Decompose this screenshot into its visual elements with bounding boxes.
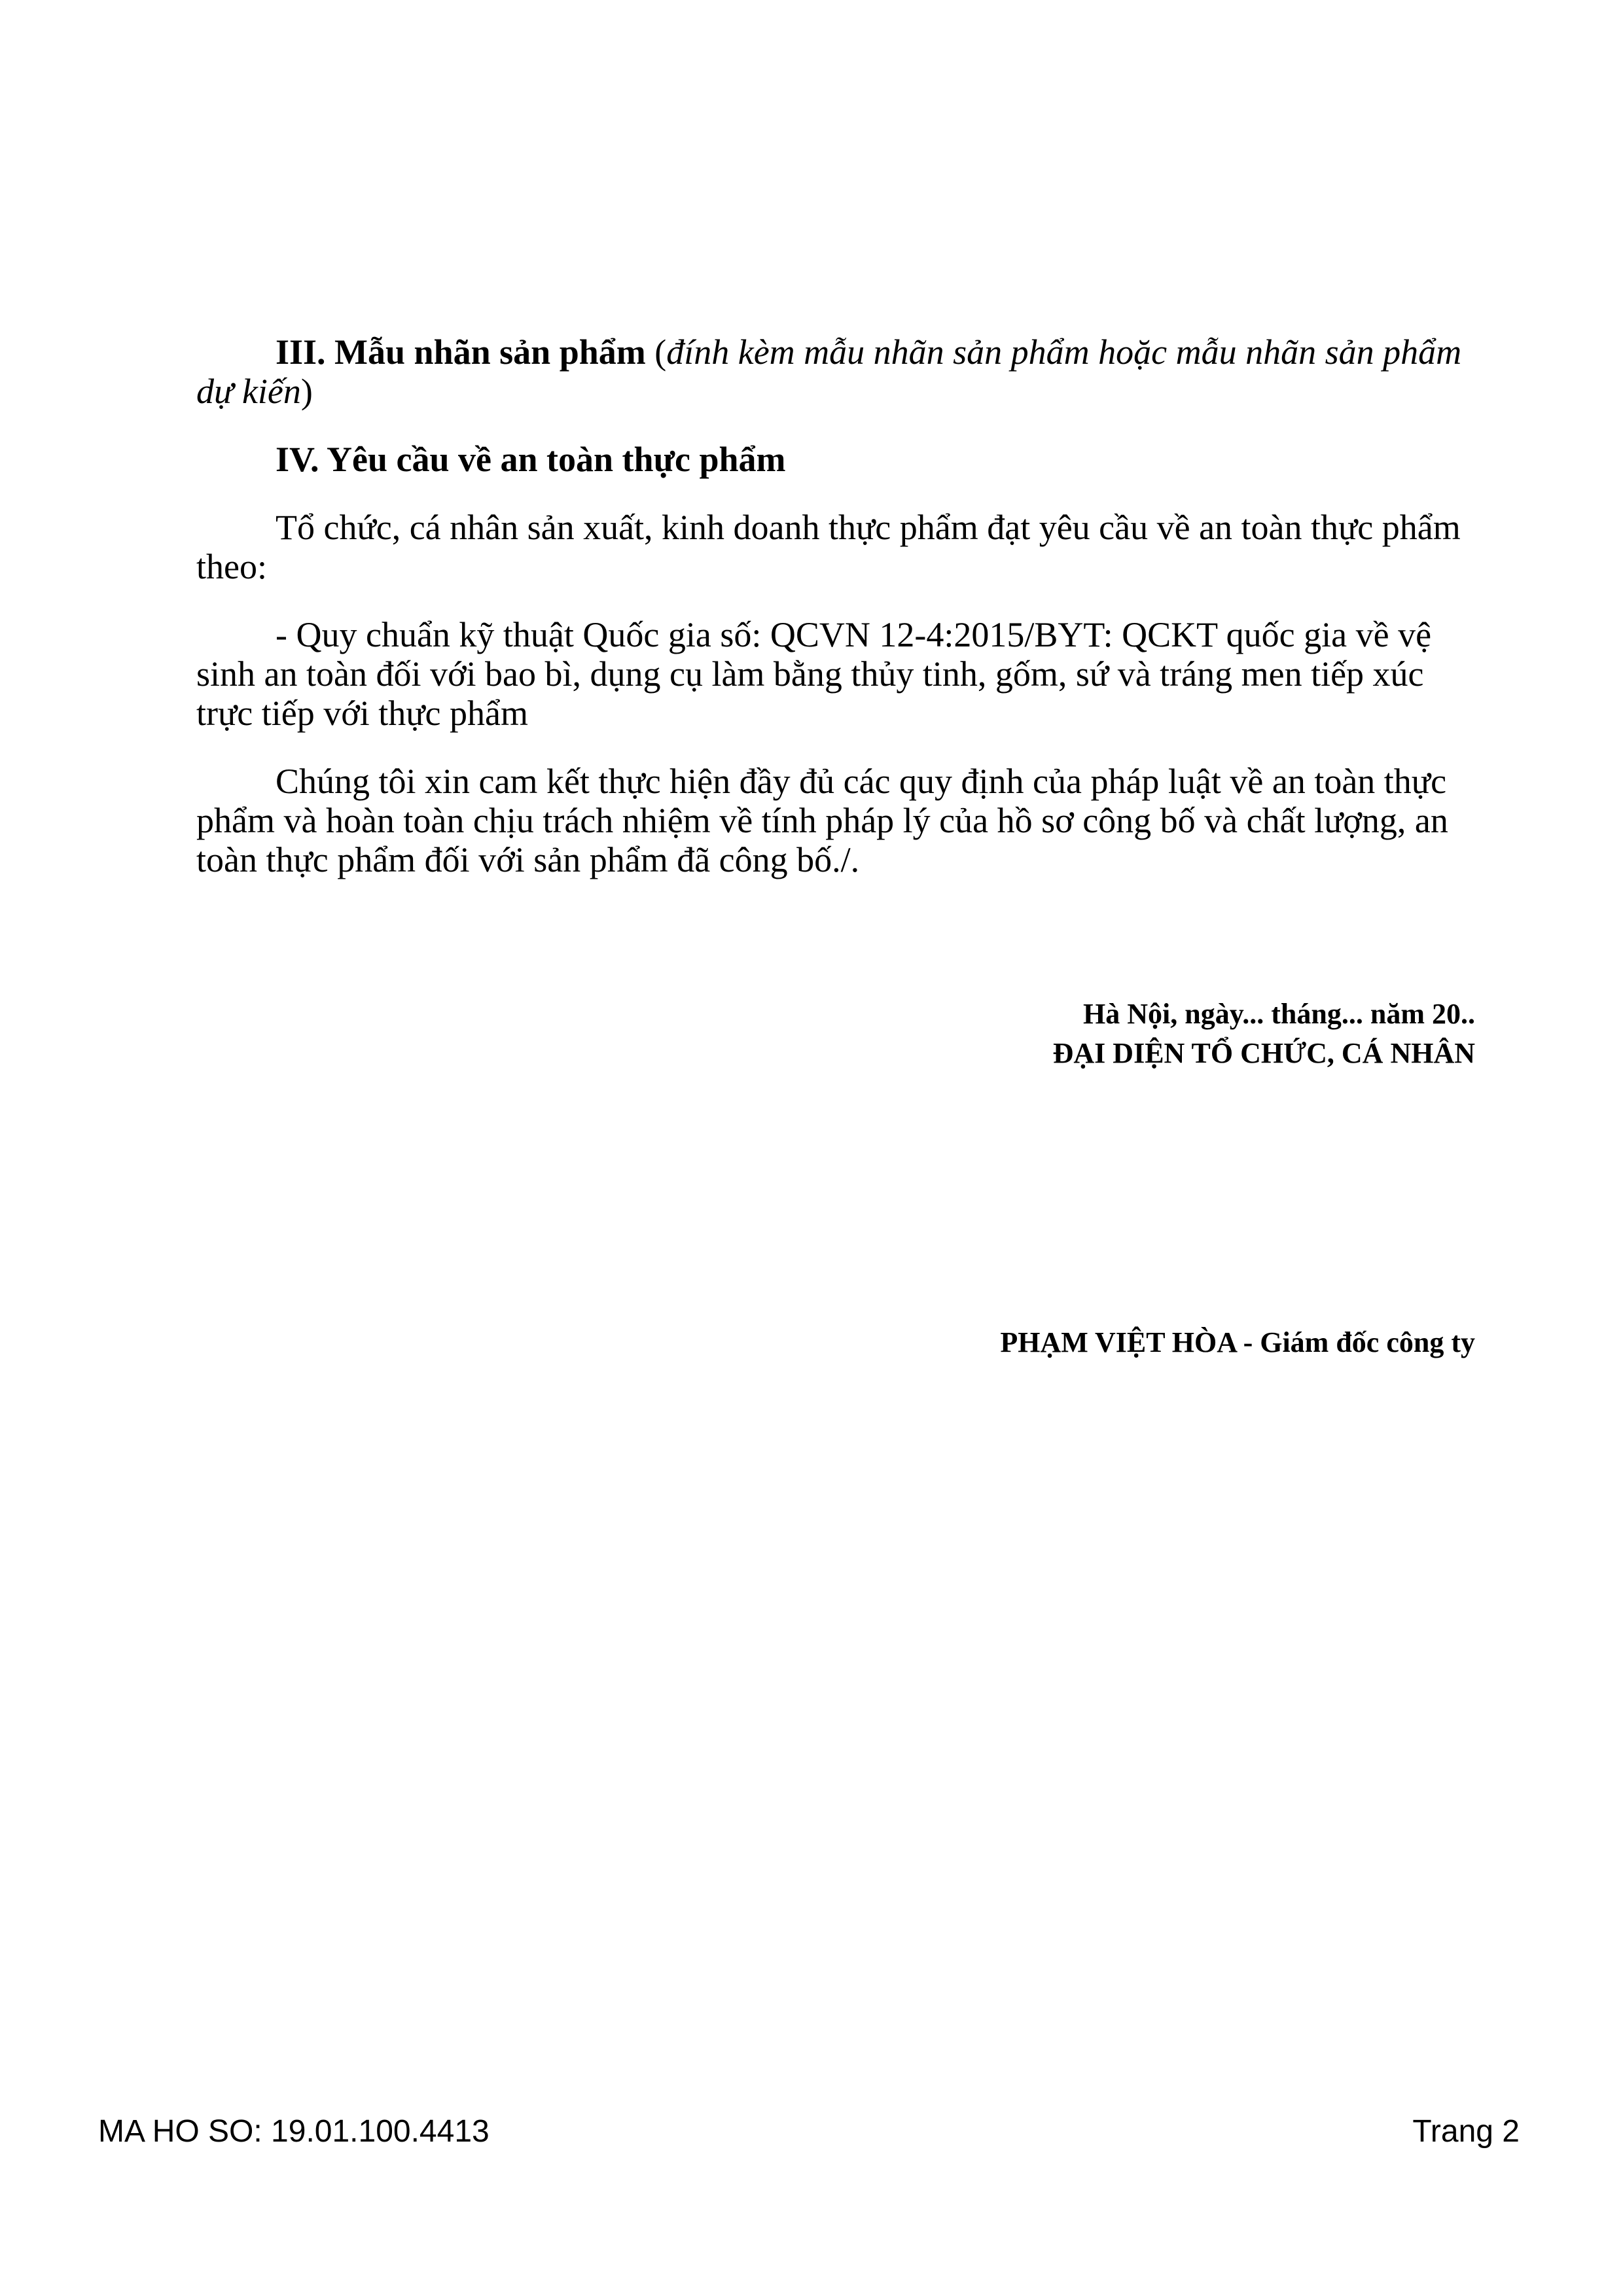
section-3-note: đính kèm mẫu nhãn sản phẩm hoặc mẫu nhãn sản phẩm dự kiến [196, 332, 1462, 411]
place-date: Hà Nội, ngày... tháng... năm 20.. [1083, 998, 1475, 1030]
signer-name: PHẠM VIỆT HÒA - Giám đốc công ty [1000, 1326, 1475, 1358]
document-body [196, 332, 1479, 911]
section-3-open-paren: ( [645, 332, 667, 372]
signature-header [1053, 995, 1475, 1073]
file-code: MA HO SO: 19.01.100.4413 [98, 2114, 490, 2149]
section-3-heading: III. Mẫu nhãn sản phẩm [276, 332, 646, 372]
representative-title: ĐẠI DIỆN TỔ CHỨC, CÁ NHÂN [1052, 1037, 1475, 1069]
commitment-paragraph: Chúng tôi xin cam kết thực hiện đầy đủ các quy định của pháp luật về an toàn thực phẩm và hoàn toàn chịu trách nhiệm về tính pháp lý của hồ sơ công bố và chất lượng, an toàn thực phẩm đối với sản phẩm đã công bố./. [196, 762, 1448, 879]
signer-block [1000, 1323, 1475, 1362]
regulation-item: - Quy chuẩn kỹ thuật Quốc gia số: QCVN 12-4:2015/BYT: QCKT quốc gia về vệ sinh an toàn đối với bao bì, dụng cụ làm bằng thủy tinh, gốm, sứ và tráng men tiếp xúc trực tiếp với thực phẩm [196, 615, 1432, 733]
page-number: Trang 2 [1412, 2114, 1520, 2149]
section-3-paragraph [196, 332, 1479, 411]
section-4-intro: Tổ chức, cá nhân sản xuất, kinh doanh thực phẩm đạt yêu cầu về an toàn thực phẩm theo: [196, 508, 1461, 586]
section-3-close-paren: ) [300, 372, 313, 411]
section-4-heading: IV. Yêu cầu về an toàn thực phẩm [276, 440, 786, 479]
